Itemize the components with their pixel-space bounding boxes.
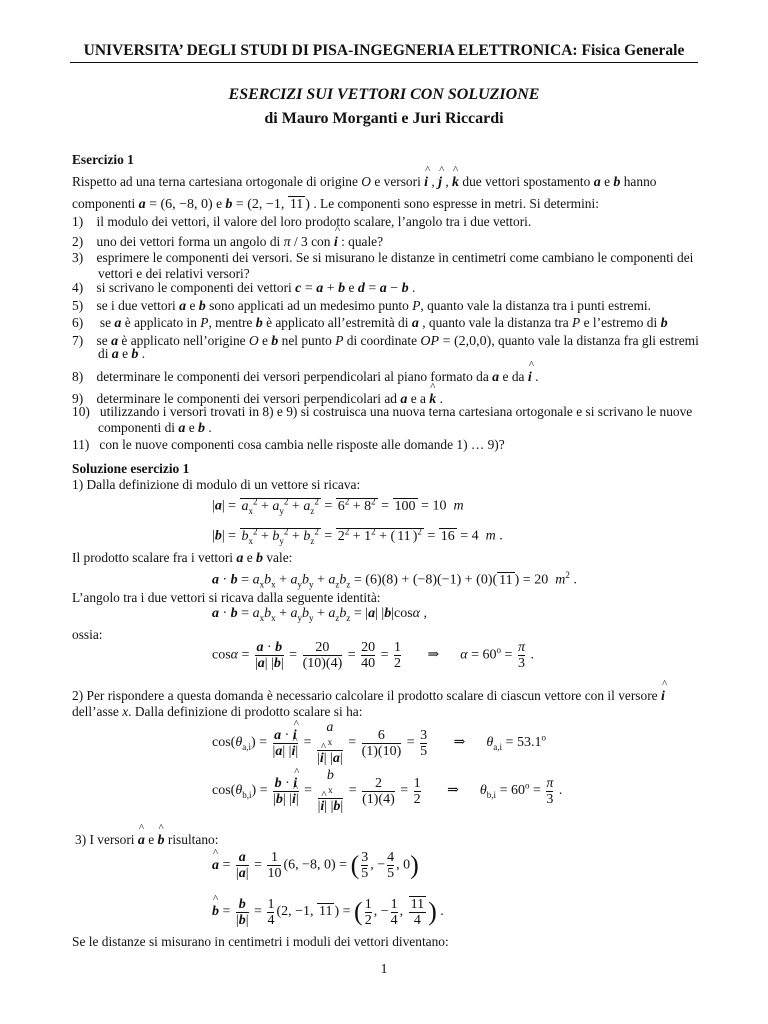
dot-identity-equation: $a \cdot b = a_xb_x + a_yb_y + a_zb_z = |a|$ |b|cosα ,: [212, 606, 428, 623]
cos-theta-a-equation: $\cos(\theta_{a,i})$ = $\frac{a \cdot \^{} i}{|a| |\^{} i|}$ = a x |^ i| |a| = $\frac{6}{(1)(10)}$ = $\frac{3}{5}$ ⇒ $\theta_{a,i} = 53.1^o$: [212, 720, 546, 766]
question-6: 6) se a è applicato in P, mentre b è applicato all’estremità di a , quanto vale la distanza tra P e l’estremo di b: [72, 315, 668, 331]
dot-product-intro: Il prodotto scalare fra i vettori a e b vale:: [72, 550, 293, 566]
question-10: 10) utilizzando i versori trovati in 8) e 9) si costruisca una nuova terna cartesiana ortogonale e si scrivano le nuove: [72, 404, 693, 419]
question-9: 9) determinare le componenti dei versori perpendicolari ad a e a ^ k .: [72, 391, 443, 408]
document-title: ESERCIZI SUI VETTORI CON SOLUZIONE: [228, 86, 540, 103]
solution-step-3-end: Se le distanze si misurano in centimetri i moduli dei vettori diventano:: [72, 934, 449, 949]
modulus-b-equation: $|b| = b_x^2 + b_y^2 + b_z^2 = 2^2 + 1^2$ + ( 11 )$^2$ = 16 = 4 m .: [212, 526, 503, 546]
unit-vector-b-equation: ^ b = $\frac{b}{|b|}$ = $\frac{1}{4}$ (2, −1, 11 ) = ( $\frac{1}{2}$ , − $\frac{1}{4}$ , $\frac{11}{4}$ ) .: [212, 896, 444, 928]
question-7: 7) se a è applicato nell’origine O e b nel punto P di coordinate OP = (2,0,0), quanto vale la distanza fra gli estremi: [72, 333, 699, 349]
cos-alpha-equation: cosα = $\frac{a \cdot b}{|a| |b|}$ = $\frac{20}{(10)(4)}$ = $\frac{20}{40}$ = $\frac{1}{2}$ ⇒ $\alpha = 60^o$ = $\frac{\pi}{3}$ .: [212, 640, 534, 671]
exercise-intro-line1: Rispetto ad una terna cartesiana ortogonale di origine O e versori ^ i , ^ j , ^ k due vettori spostamento a e b hanno: [72, 174, 698, 191]
page-number: 1: [380, 962, 388, 977]
document-authors: di Mauro Morganti e Juri Riccardi: [264, 110, 504, 127]
solution-step-2-cont: dell’asse x. Dalla definizione di prodotto scalare si ha:: [72, 704, 363, 719]
solution-step-2: 2) Per rispondere a questa domanda è necessario calcolare il prodotto scalare di ciascun vettore con il versore ^ i: [72, 688, 698, 705]
question-8: 8) determinare le componenti dei versori perpendicolari al piano formato da a e da ^ i .: [72, 369, 538, 386]
question-7-cont: di a e b .: [98, 346, 146, 362]
cos-theta-b-equation: $\cos(\theta_{b,i})$ = $\frac{b \cdot \^{} i}{|b| |\^{} i|}$ = b x |^ i| |b| = $\frac{2}{(1)(4)}$ = $\frac{1}{2}$ ⇒ $\theta_{b,i} = 60^o$ = $\frac{\pi}{3}$ .: [212, 768, 562, 814]
exercise-intro-line2: componenti a = (6, −8, 0) e b = (2, −1, 11 ) . Le componenti sono espresse in metri. Si determini:: [72, 196, 599, 212]
question-11: 11) con le nuove componenti cosa cambia nelle risposte alle domande 1) … 9)?: [72, 437, 505, 452]
dot-product-equation: $a \cdot b = a_xb_x + a_yb_y + a_zb_z = (6)(8) + (-8)(-1) + (0)$( 11 ) = 20 $m^2$ .: [212, 570, 577, 590]
solution-step-3: 3) I versori ^ a e ^ b risultano:: [75, 832, 218, 849]
ossia-label: ossia:: [72, 627, 103, 642]
question-3-cont: vettori e dei relativi versori?: [98, 266, 250, 281]
unit-vector-a-equation: ^ a = $\frac{a}{|a|}$ = $\frac{1}{10}$ (6, −8, 0) = ( $\frac{3}{5}$ , − $\frac{4}{5}$ , 0): [212, 850, 419, 881]
solution-heading: Soluzione esercizio 1: [72, 461, 190, 476]
question-2: 2) uno dei vettori forma un angolo di π / 3 con ^ i : quale?: [72, 234, 383, 251]
angle-intro: L’angolo tra i due vettori si ricava dalla seguente identità:: [72, 590, 381, 605]
question-10-cont: componenti di a e b .: [98, 420, 212, 436]
exercise-heading: Esercizio 1: [72, 152, 134, 167]
question-1: 1) il modulo dei vettori, il valore del loro prodotto scalare, l’angolo tra i due vettori.: [72, 214, 532, 229]
running-header: UNIVERSITA’ DEGLI STUDI DI PISA-INGEGNERIA ELETTRONICA: Fisica Generale: [83, 42, 685, 59]
modulus-a-equation: $|a| = a_x^2 + a_y^2 + a_z^2 = 6^2 + 8^2 = 100 = 10$ m: [212, 496, 464, 516]
question-5: 5) se i due vettori a e b sono applicati ad un medesimo punto P, quanto vale la distanza tra i punti estremi.: [72, 298, 651, 314]
question-3: 3) esprimere le componenti dei versori. Se si misurano le distanze in centimetri come cambiano le componenti dei: [72, 250, 694, 265]
header-rule: [70, 62, 698, 63]
question-4: 4) si scrivano le componenti dei vettori c = a + b e d = a − b .: [72, 280, 416, 296]
solution-step-1: 1) Dalla definizione di modulo di un vettore si ricava:: [72, 477, 361, 492]
